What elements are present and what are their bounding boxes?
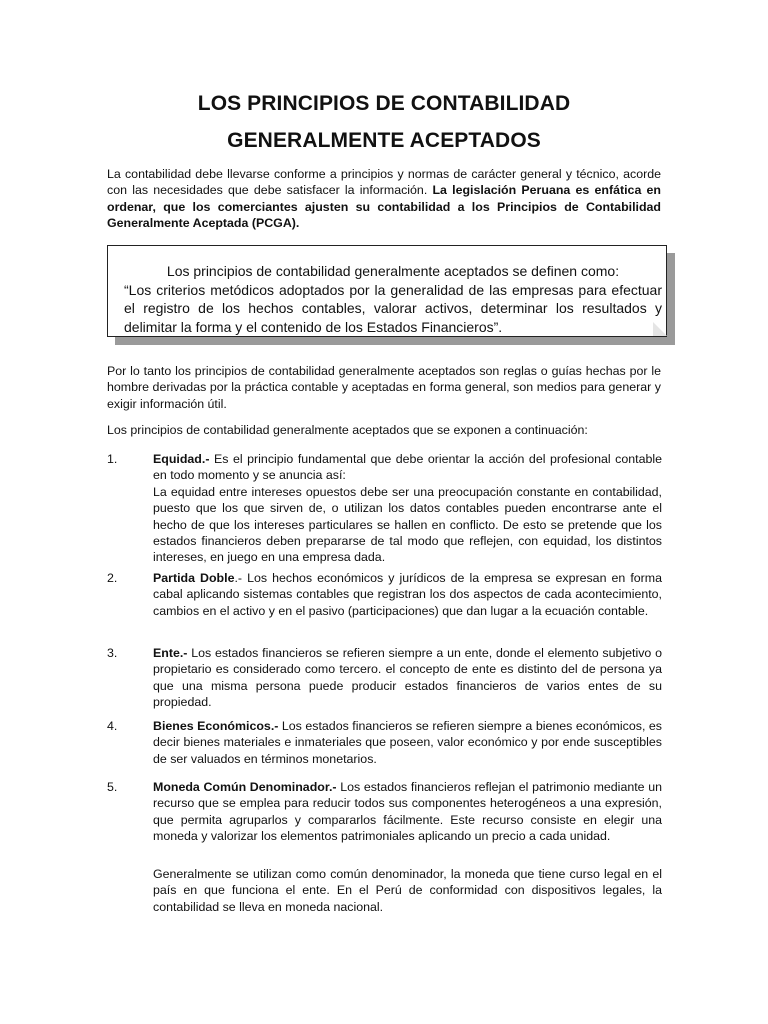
list-item-term: Equidad.- [153,452,210,466]
list-item-text: Los estados financieros reflejan el patrimonio mediante un recurso que se emplea para reducir todos sus componentes heterogéneos a una expresión, que permita agruparlos y compararlos fácilmente. Este recurso consiste en elegir una moneda y valorizar los elementos patrimoniales aplicando un precio a cada unidad. [153,780,662,844]
definition-box-content [124,262,662,336]
page-title-line-2: GENERALMENTE ACEPTADOS [227,129,541,152]
list-item-text-continued: La equidad entre intereses opuestos debe ser una preocupación constante en contabilidad, puesto que los que sirven de, o utilizan los datos contables pueden encontrarse ante el hecho de que los intereses particulares se hallen en conflicto. De esto se pretende que los estados financieros deben prepararse de tal modo que reflejen, con equidad, los distintos intereses, en juego en una empresa dada. [153,484,662,565]
list-item-number: 2. [107,571,118,585]
paragraph-por-lo-tanto: Por lo tanto los principios de contabilidad generalmente aceptados son reglas o guías hechas por le hombre derivadas por la práctica contable y aceptadas en forma general, son medios para generar y exigir información útil. [107,364,661,411]
list-item-body [153,779,662,845]
list-item-number: 4. [107,719,118,733]
list-item-term: Ente.- [153,646,188,660]
paragraph-list-intro: Los principios de contabilidad generalmente aceptados que se exponen a continuación: [107,423,588,437]
intro-bold-text: La legislación Peruana es enfática en ordenar, que los comerciantes ajusten su contabilidad a los Principios de Contabilidad Generalmente Aceptada (PCGA). [107,183,662,231]
list-item-number: 1. [107,452,118,466]
list-item-body [153,570,662,619]
page-title-line-1: LOS PRINCIPIOS DE CONTABILIDAD [197,92,571,115]
list-item-number: 5. [107,780,118,794]
list-item-number: 3. [107,646,118,660]
list-item-text: Los estados financieros se refieren siempre a bienes económicos, es decir bienes materiales e inmateriales que poseen, valor económico y por ende susceptibles de ser valuados en términos monetarios. [153,719,662,766]
list-item-term: Moneda Común Denominador.- [153,780,337,794]
intro-text: La contabilidad debe llevarse conforme a principios y normas de carácter general y técnico, acorde con las necesidades que debe satisfacer la información. [107,167,661,198]
list-item-text: Los estados financieros se refieren siempre a un ente, donde el elemento subjetivo o propietario es considerado como tercero. el concepto de ente es distinto del de persona ya que una misma persona puede producir estados financieros de varios entes de su propiedad. [153,646,662,710]
list-item-continuation-paragraph: Generalmente se utilizan como común denominador, la moneda que tiene curso legal en el país en que funciona el ente. En el Perú de conformidad con dispositivos legales, la contabilidad se lleva en moneda nacional. [153,867,662,914]
definition-heading: Los principios de contabilidad generalmente aceptados se definen como: [166,263,620,279]
definition-quote: “Los criterios metódicos adoptados por la generalidad de las empresas para efectuar el registro de los hechos contables, valorar activos, determinar los resultados y delimitar la forma y el contenido de los Estados Financieros”. [124,281,662,335]
list-item-term: Partida Doble [153,571,235,585]
list-item-text: Es el principio fundamental que debe orientar la acción del profesional contable en todo momento y se anuncia así: [153,452,662,483]
list-item-body [153,645,662,711]
list-item-body [153,451,662,566]
list-item-text: .- Los hechos económicos y jurídicos de la empresa se expresan en forma cabal aplicando sistemas contables que registran los dos aspectos de cada acontecimiento, cambios en el activo y en el pasivo (participaciones) que dan lugar a la ecuación contable. [153,571,662,618]
intro-paragraph [107,166,661,232]
list-item-body [153,718,662,767]
list-item-term: Bienes Económicos.- [153,719,279,733]
